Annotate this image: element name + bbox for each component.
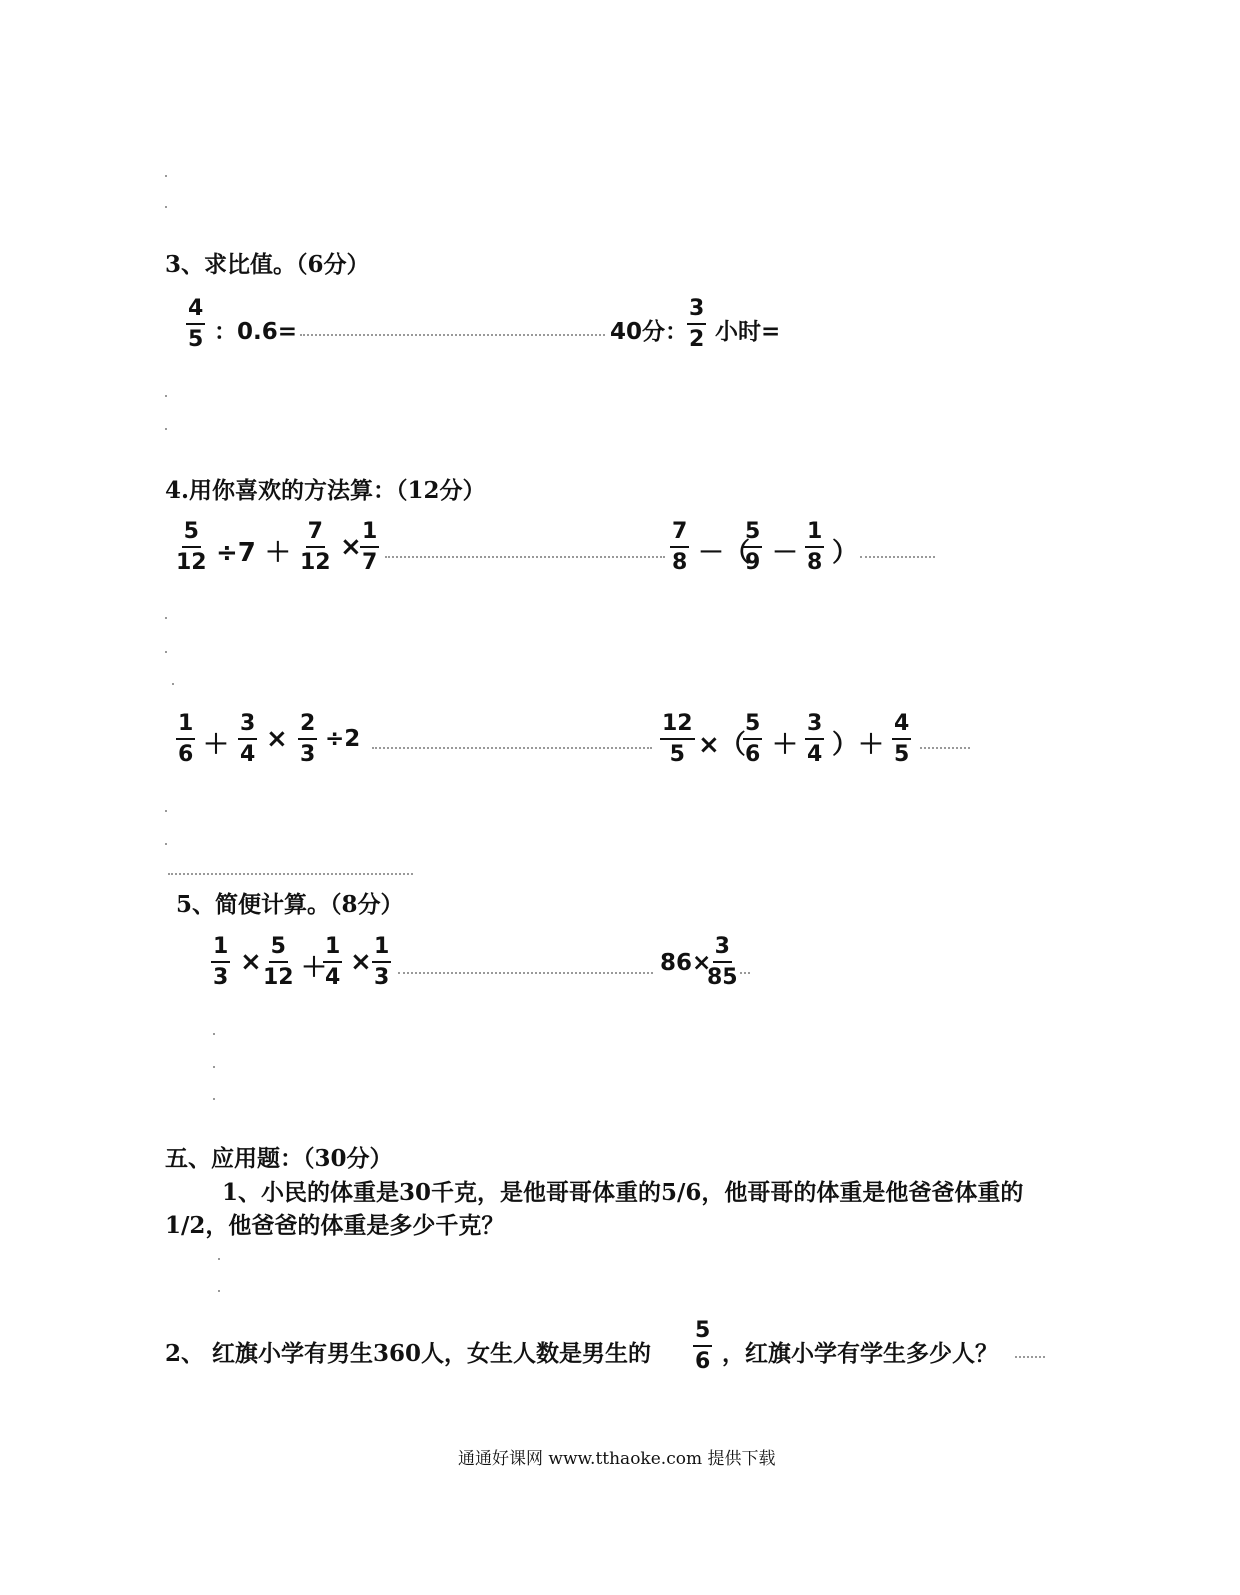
numerator: 3 <box>687 298 706 325</box>
q4-e2-frac-2 <box>743 521 762 574</box>
numerator: 1 <box>323 936 342 963</box>
denominator: 4 <box>807 742 823 767</box>
dotted-leader <box>920 747 970 749</box>
q4-e2-frac-3 <box>805 521 824 574</box>
denominator: 12 <box>176 550 207 575</box>
denominator: 2 <box>689 327 705 352</box>
q4-e3-frac-2 <box>238 713 257 766</box>
q5-e1-frac-4 <box>372 936 391 989</box>
q4-e2-op2: － <box>772 538 799 568</box>
q3-fraction-1 <box>186 298 205 351</box>
dotted-leader <box>385 556 665 558</box>
numerator: 2 <box>298 713 317 740</box>
dotted-leader <box>860 556 935 558</box>
q4-e1-op1: ÷7 ＋ <box>216 538 291 568</box>
scan-dot <box>218 1290 220 1292</box>
numerator: 4 <box>892 713 911 740</box>
denominator: 9 <box>745 550 761 575</box>
q4-e4-op2: ＋ <box>772 730 799 760</box>
denominator: 5 <box>188 327 204 352</box>
problem2-tail: ，红旗小学有学生多少人？ <box>722 1340 998 1367</box>
q4-e3-frac-1 <box>176 713 195 766</box>
denominator: 7 <box>362 550 378 575</box>
scan-dot <box>165 175 167 177</box>
denominator: 8 <box>807 550 823 575</box>
dotted-leader <box>372 747 652 749</box>
numerator: 3 <box>713 936 732 963</box>
q5-e1-op2: ＋ <box>301 953 328 983</box>
dotted-leader <box>1015 1356 1045 1358</box>
q4-e4-frac-3 <box>805 713 824 766</box>
q4-e2-close: ） <box>832 538 859 568</box>
q4-e3-op2: × <box>266 724 288 754</box>
q4-e1-frac-2 <box>300 521 331 574</box>
numerator: 3 <box>805 713 824 740</box>
denominator: 8 <box>672 550 688 575</box>
problem2-lead: 2、 红旗小学有男生360人，女生人数是男生的 <box>165 1340 652 1367</box>
scan-dot <box>213 1098 215 1100</box>
q4-e1-op2: × <box>340 532 362 562</box>
q3-heading: 3、求比值。（6分） <box>165 251 370 278</box>
scan-dot <box>165 843 167 845</box>
dotted-leader <box>740 972 750 974</box>
q5-e1-frac-2 <box>263 936 294 989</box>
denominator: 6 <box>178 742 194 767</box>
q3-expr2-tail: 小时= <box>715 319 781 345</box>
numerator: 1 <box>805 521 824 548</box>
problem1-line2: 1/2，他爸爸的体重是多少千克？ <box>165 1212 505 1239</box>
scan-dot <box>165 617 167 619</box>
q5-e1-op1: × <box>240 947 262 977</box>
numerator: 7 <box>670 521 689 548</box>
numerator: 5 <box>269 936 288 963</box>
q5-e1-frac-1 <box>211 936 230 989</box>
denominator: 12 <box>263 965 294 990</box>
denominator: 3 <box>374 965 390 990</box>
q4-e2-frac-1 <box>670 521 689 574</box>
q4-e4-frac-2 <box>743 713 762 766</box>
numerator: 1 <box>360 521 379 548</box>
scan-dot <box>213 1033 215 1035</box>
scan-dot <box>165 428 167 430</box>
numerator: 1 <box>176 713 195 740</box>
numerator: 1 <box>211 936 230 963</box>
scan-dot <box>165 651 167 653</box>
denominator: 6 <box>695 1349 711 1374</box>
q5-heading: 5、简便计算。（8分） <box>176 891 404 918</box>
scan-dot <box>172 683 174 685</box>
denominator: 5 <box>669 742 685 767</box>
numerator: 5 <box>743 521 762 548</box>
q5-e1-frac-3 <box>323 936 342 989</box>
q5-e1-op3: × <box>350 947 372 977</box>
q3-fraction-2 <box>687 298 706 351</box>
q5-e2-lead: 86× <box>660 950 712 976</box>
section5-heading: 五、应用题：（30分） <box>165 1145 393 1172</box>
scan-dot <box>165 810 167 812</box>
scan-dot <box>165 206 167 208</box>
scan-dot <box>213 1066 215 1068</box>
dotted-leader <box>300 334 605 336</box>
numerator: 7 <box>306 521 325 548</box>
numerator: 3 <box>238 713 257 740</box>
denominator: 4 <box>325 965 341 990</box>
denominator: 6 <box>745 742 761 767</box>
numerator: 4 <box>186 298 205 325</box>
problem1-line1: 1、小民的体重是30千克，是他哥哥体重的5/6，他哥哥的体重是他爸爸体重的 <box>222 1179 1024 1206</box>
denominator: 85 <box>707 965 738 990</box>
q4-e4-frac-1 <box>660 713 695 766</box>
q3-expr2-lead: 40分： <box>610 319 689 345</box>
denominator: 3 <box>213 965 229 990</box>
problem2-fraction <box>693 1320 712 1373</box>
numerator: 5 <box>743 713 762 740</box>
denominator: 4 <box>240 742 256 767</box>
q4-e3-op1: ＋ <box>203 730 230 760</box>
denominator: 3 <box>300 742 316 767</box>
q4-e3-frac-3 <box>298 713 317 766</box>
q4-heading: 4.用你喜欢的方法算：（12分） <box>165 477 486 504</box>
q4-e2-op1: －（ <box>698 538 751 568</box>
q4-e3-tail: ÷2 <box>325 726 361 752</box>
q4-e4-op1: ×（ <box>698 730 746 760</box>
dotted-leader <box>168 873 413 875</box>
q3-expr1-tail: ：0.6= <box>214 319 298 345</box>
denominator: 12 <box>300 550 331 575</box>
scan-dot <box>165 395 167 397</box>
denominator: 5 <box>894 742 910 767</box>
dotted-leader <box>398 972 653 974</box>
numerator: 5 <box>182 521 201 548</box>
q4-e4-op3: ）＋ <box>832 730 885 760</box>
numerator: 1 <box>372 936 391 963</box>
numerator: 12 <box>660 713 695 740</box>
numerator: 5 <box>693 1320 712 1347</box>
scan-dot <box>218 1258 220 1260</box>
q4-e1-frac-3 <box>360 521 379 574</box>
q5-e2-frac <box>707 936 738 989</box>
q4-e4-frac-4 <box>892 713 911 766</box>
footer-credit: 通通好课网 www.tthaoke.com 提供下载 <box>458 1449 776 1469</box>
q4-e1-frac-1 <box>176 521 207 574</box>
